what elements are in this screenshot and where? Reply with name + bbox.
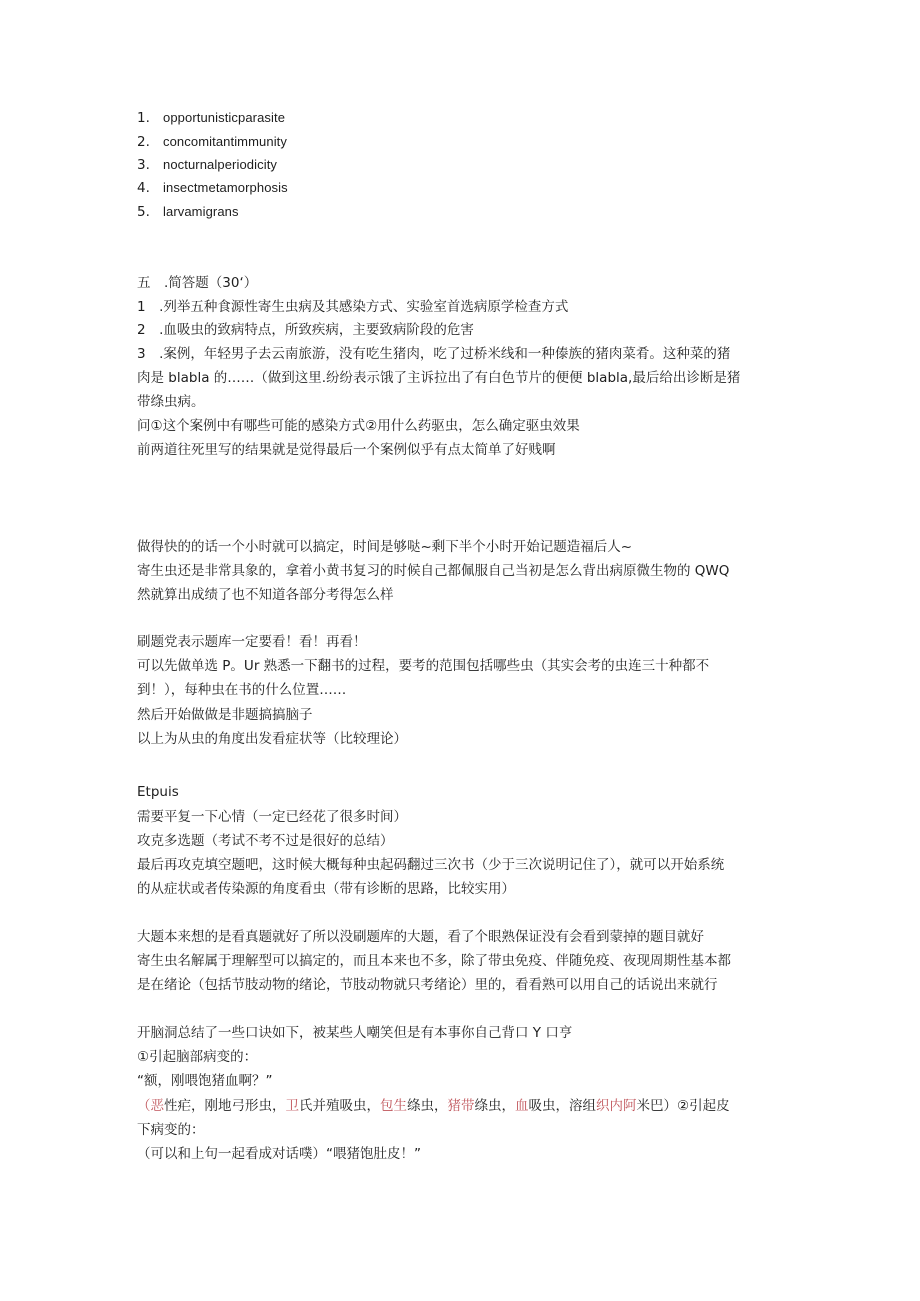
- paragraph: （可以和上句一起看成对话噗）“喂猪饱肚皮！”: [137, 1146, 421, 1162]
- paragraph: 然就算出成绩了也不知道各部分考得怎么样: [137, 587, 394, 603]
- paragraph: 刷题党表示题库一定要看！看！再看！: [137, 634, 367, 650]
- term-item: 2. concomitantimmunity: [137, 134, 287, 150]
- paragraph: 的从症状或者传染源的角度看虫（带有诊断的思路，比较实用）: [137, 881, 515, 897]
- paragraph: 可以先做单选 P。Ur 熟悉一下翻书的过程，要考的范围包括哪些虫（其实会考的虫连三十种都不: [137, 658, 710, 674]
- paragraph: 大题本来想的是看真题就好了所以没刷题库的大题，看了个眼熟保证没有会看到蒙掉的题目就好: [137, 929, 704, 945]
- question-2: 2 .血吸虫的致病特点，所致疾病，主要致病阶段的危害: [137, 322, 474, 338]
- paragraph: 是在绪论（包括节肢动物的绪论，节肢动物就只考绪论）里的，看看熟可以用自己的话说出来就行: [137, 977, 718, 993]
- section-heading: 五 .简答题（30‘）: [137, 275, 258, 291]
- question-3-line-2: 肉是 blabla 的……（做到这里.纷纷表示饿了主诉拉出了有白色节片的便便 blabla,最后给出诊断是猪: [137, 370, 741, 386]
- mnemonic-seg: 包生: [380, 1098, 407, 1114]
- mnemonic-seg: （: [137, 1098, 151, 1114]
- mnemonic-seg: 织内阿: [596, 1098, 637, 1114]
- mnemonic-seg: 吸虫，溶组: [528, 1098, 596, 1114]
- term-item: 1. opportunisticparasite: [137, 110, 286, 126]
- paragraph: 开脑洞总结了一些口诀如下，被某些人嘲笑但是有本事你自己背口 Y 口亨: [137, 1025, 573, 1041]
- paragraph: 寄生虫还是非常具象的，拿着小黄书复习的时候自己都佩服自己当初是怎么背出病原微生物的 QWQ: [137, 563, 730, 579]
- term-item: 5. larvamigrans: [137, 204, 239, 220]
- paragraph: 攻克多选题（考试不考不过是很好的总结）: [137, 833, 394, 849]
- paragraph: 需要平复一下心情（一定已经花了很多时间）: [137, 809, 407, 825]
- question-3-line-3: 带绦虫病。: [137, 394, 205, 410]
- mnemonic-seg: 卫: [285, 1098, 299, 1114]
- mnemonic-seg: 绦虫，: [407, 1098, 448, 1114]
- mnemonic-line: [137, 1096, 787, 1116]
- paragraph: 最后再攻克填空题吧，这时候大概每种虫起码翻过三次书（少于三次说明记住了），就可以开始系统: [137, 857, 725, 873]
- paragraph: 做得快的的话一个小时就可以搞定，时间是够哒~剩下半个小时开始记题造福后人~: [137, 539, 633, 555]
- paragraph: 寄生虫名解属于理解型可以搞定的，而且本来也不多，除了带虫免疫、伴随免疫、夜现周期性基本都: [137, 953, 731, 969]
- paragraph: 到！），每种虫在书的什么位置……: [137, 682, 347, 698]
- mnemonic-seg: 性疟，刚地弓形虫，: [164, 1098, 286, 1114]
- paragraph: ①引起脑部病变的：: [137, 1049, 258, 1065]
- paragraph: 然后开始做做是非题搞搞脑子: [137, 707, 313, 723]
- question-1: 1 .列举五种食源性寄生虫病及其感染方式、实验室首选病原学检查方式: [137, 299, 569, 315]
- etpuis-heading: Etpuis: [137, 784, 179, 800]
- mnemonic-seg: 氏并殖吸虫，: [299, 1098, 380, 1114]
- paragraph: “额，刚喂饱猪血啊？”: [137, 1073, 273, 1089]
- mnemonic-seg: 血: [515, 1098, 529, 1114]
- comment: 前两道往死里写的结果就是觉得最后一个案例似乎有点太简单了好贱啊: [137, 442, 556, 458]
- question-3-ask: 问①这个案例中有哪些可能的感染方式②用什么药驱虫，怎么确定驱虫效果: [137, 418, 580, 434]
- term-item: 3. nocturnalperiodicity: [137, 157, 278, 173]
- mnemonic-seg: 恶: [150, 1098, 164, 1114]
- mnemonic-seg: 绦虫，: [474, 1098, 515, 1114]
- paragraph: 下病变的：: [137, 1122, 205, 1138]
- term-item: 4. insectmetamorphosis: [137, 180, 288, 196]
- mnemonic-seg: 米巴）②引起皮: [636, 1098, 730, 1114]
- mnemonic-seg: 猪带: [447, 1098, 475, 1114]
- paragraph: 以上为从虫的角度出发看症状等（比较理论）: [137, 731, 407, 747]
- question-3-line-1: 3 .案例，年轻男子去云南旅游，没有吃生猪肉，吃了过桥米线和一种傣族的猪肉菜肴。这种菜的猪: [137, 346, 731, 362]
